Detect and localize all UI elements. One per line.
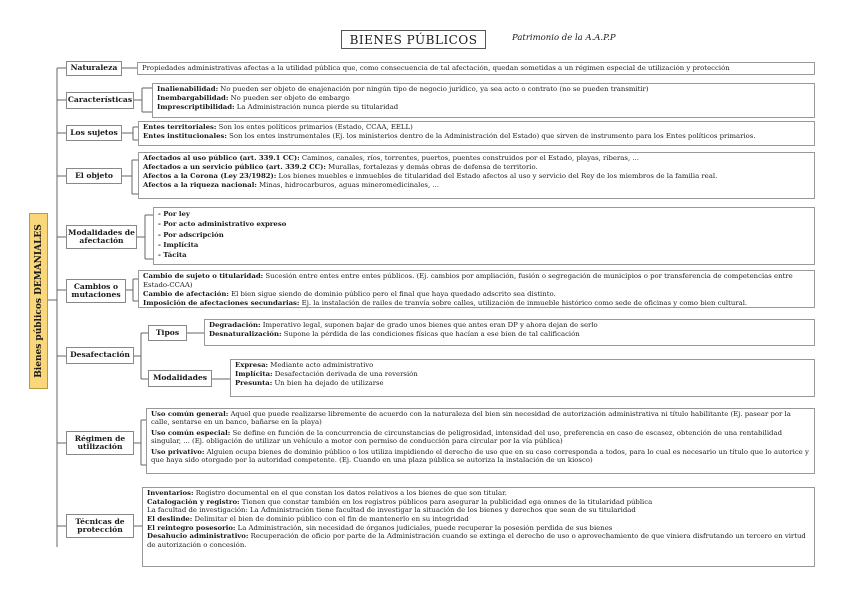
- cambios-node: Cambios o mutaciones: [66, 279, 126, 303]
- objeto-item: Afectados al uso público (art. 339.1 CC): Caminos, canales, ríos, torrentes, puertos, puentes construidos por el Estado, playas, riberas, ...: [143, 154, 639, 162]
- cambio-item: Cambio de sujeto o titularidad: Sucesión entre entes entre entes públicos. (Ej. cambios por ampliación, fusión o segregación de municipios o por transferencia de competencias entre Estado-CCAA): [143, 272, 793, 290]
- tecnica-item: Catalogación y registro: Tienen que constar también en los registros públicos para asegurar la publicidad ega omnes de la titularidad pública: [147, 497, 653, 506]
- root-label: Bienes públicos DEMANIALES: [33, 224, 44, 378]
- tipo-item: Desnaturalización: Supone la pérdida de las condiciones físicas que hacían a ese bien de tal calificación: [209, 330, 580, 339]
- objeto-box: [138, 152, 815, 199]
- objeto-item: Afectos a la Corona (Ley 23/1982): Los bienes muebles e inmuebles de titularidad del Estado afectos al uso y servicio del Rey de los miembros de la familia real.: [143, 172, 718, 181]
- tecnica-item: El deslinde: Delimitar el bien de dominio público con el fin de mantenerlo en su integridad: [147, 514, 469, 523]
- page-subtitle: Patrimonio de la A.A.P.P: [512, 33, 616, 43]
- naturaleza-box: [137, 62, 815, 75]
- tipos-box: [204, 319, 815, 346]
- tipo-item: Degradación: Imperativo legal, suponen bajar de grado unos bienes que antes eran DP y ahora dejan de serlo: [209, 321, 598, 329]
- page-title: BIENES PÚBLICOS: [341, 30, 486, 49]
- tecnica-item: Inventarios: Registro documental en el que constan los datos relativos a los bienes de que son titular.: [147, 489, 507, 497]
- modalidad-item: - Implícita: [158, 241, 199, 250]
- tecnica-item: Desahucio administrativo: Recuperación de oficio por parte de la Administración cuando se extinga el derecho de uso o aprovechamiento de que viniera disfrutando un tercero en virtud de autorización o concesión.: [147, 532, 806, 549]
- caracteristicas-node: Características: [66, 92, 134, 109]
- cambio-item: Cambio de afectación: El bien sigue siendo de dominio público pero el final que haya quedado adscrito sea distinto.: [143, 290, 556, 299]
- modalidad-desafectacion-item: Expresa: Mediante acto administrativo: [235, 361, 374, 369]
- modalidad-desafectacion-item: Implícita: Desafectación derivada de una reversión: [235, 370, 418, 379]
- modalidades-afectacion-box: [153, 207, 815, 265]
- caracteristica-item: Imprescriptibilidad: La Administración nunca pierde su titularidad: [157, 103, 399, 112]
- regimen-node: Régimen de utilización: [66, 431, 134, 455]
- sujetos-box: [138, 121, 815, 146]
- caracteristicas-box: [152, 83, 815, 118]
- caracteristica-item: Inalienabilidad: No pueden ser objeto de enajenación por ningún tipo de negocio jurídico, ya sea acto o contrato (no se pueden transmitir): [157, 85, 649, 93]
- modalidades-desafectacion-box: [230, 359, 815, 397]
- tecnicas-box: [142, 487, 815, 567]
- regimen-item: Uso común general: Aquel que puede realizarse libremente de acuerdo con la naturaleza del bien sin necesidad de autorización administrativa ni título habilitante (Ej. pasear por la calle, sentarse en un banco, bañarse en la playa): [151, 410, 791, 427]
- objeto-item: Afectos a la riqueza nacional: Minas, hidrocarburos, aguas mineromedicinales, ...: [143, 181, 439, 190]
- tecnicas-node: Técnicas de protección: [66, 514, 134, 538]
- cambio-item: Imposición de afectaciones secundarias: Ej. la instalación de railes de tranvía sobre calles, utilización de inmueble histórico como sede de oficinas y como bien cultural.: [143, 299, 748, 308]
- desafectacion-node: Desafectación: [66, 347, 134, 364]
- objeto-item: Afectados a un servicio público (art. 339.2 CC): Murallas, fortalezas y demás obras de defensa de territorio.: [143, 163, 538, 172]
- root-node: [29, 213, 48, 389]
- naturaleza-node: Naturaleza: [66, 61, 122, 76]
- tipos-node: Tipos: [148, 325, 187, 341]
- modalidades-afectacion-node: Modalidades de afectación: [66, 225, 137, 249]
- cambios-box: [138, 270, 815, 308]
- modalidad-item: - Por ley: [158, 210, 190, 218]
- modalidad-item: - Por acto administrativo expreso: [158, 220, 287, 229]
- modalidad-item: - Por adscripción: [158, 230, 224, 239]
- regimen-item: Uso común especial: Se define en función de la concurrencia de circunstancias de peligrosidad, intensidad del uso, preferencia en caso de escasez, obtención de una rentabilidad singular, ... (Ej. obligación de utilizar un vehículo a motor con permiso de conducción para circular por la vía pública): [151, 428, 782, 446]
- naturaleza-text: Propiedades administrativas afectas a la utilidad pública que, como consecuencia de tal afectación, quedan sometidas a un régimen especial de utilización y protección: [142, 64, 730, 72]
- sujeto-item: Entes institucionales: Son los entes instrumentales (Ej. los ministerios dentro de la Administración del Estado) que sirven de instrumento para los Entes políticos primarios.: [143, 132, 756, 141]
- objeto-node: El objeto: [66, 168, 122, 184]
- sujeto-item: Entes territoriales: Son los entes políticos primarios (Estado, CCAA, EELL): [143, 123, 413, 131]
- modalidad-desafectacion-item: Presunta: Un bien ha dejado de utilizarse: [235, 379, 384, 388]
- regimen-item: Uso privativo: Alguien ocupa bienes de dominio público o los utiliza impidiendo el derecho de uso que en su caso corresponda a todos, para lo cual es necesario un título que lo autorice y que haya sido otorgado por la autoridad competente. (Ej. Cuando en una plaza pública se autoriza la instalación de un kiosco): [151, 447, 809, 465]
- caracteristica-item: Inembargabilidad: No pueden ser objeto de embargo: [157, 94, 350, 103]
- regimen-box: [146, 408, 815, 474]
- tecnica-item: La facultad de investigación: La Administración tiene facultad de investigar la situación de los bienes y derechos que sean de su titularidad: [147, 506, 636, 515]
- sujetos-node: Los sujetos: [66, 125, 122, 141]
- tecnica-item: El reintegro posesorio: La Administración, sin necesidad de órganos judiciales, puede recuperar la posesión perdida de sus bienes: [147, 523, 613, 532]
- modalidad-item: - Tácita: [158, 251, 187, 260]
- modalidades-desafectacion-node: Modalidades: [148, 370, 212, 387]
